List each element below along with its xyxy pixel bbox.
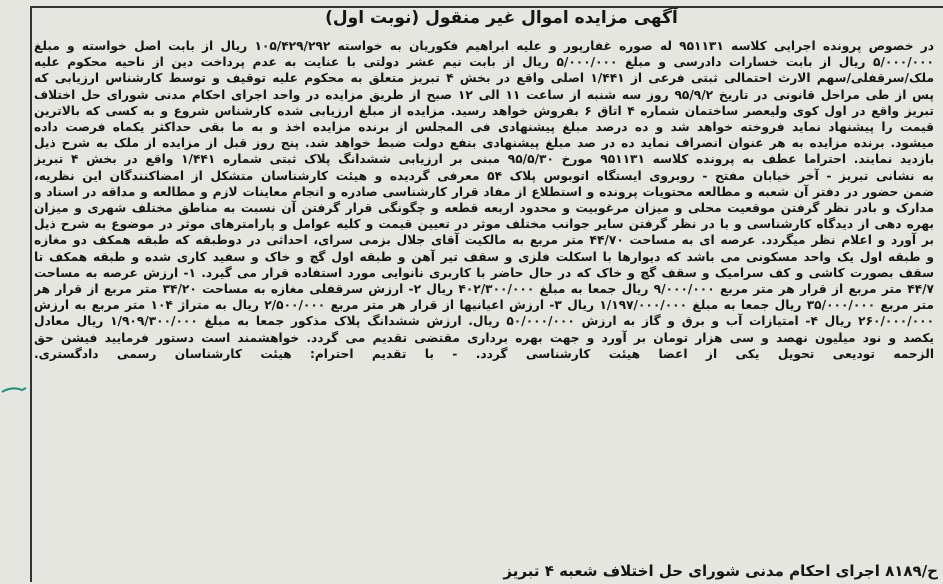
body-line: پس از طی مراحل قانونی در تاریخ ۹۵/۹/۲ روز سه شنبه از ساعت ۱۱ الی ۱۲ صبح از طریق مزایده در واحد اجرای احکام مدنی شورای حل اختلاف: [34, 87, 934, 102]
notice-title: آگهی مزایده اموال غیر منقول (نوبت اول): [325, 8, 678, 28]
notice-body: [34, 38, 934, 362]
body-line: ملک/سرقفلی/سهم الارث احتمالی ثبتی فرعی از ۱/۴۴۱ اصلی واقع در بخش ۴ تبریز متعلق به محکوم علیه توقیف و توسط کارشناس ارزیابی که: [34, 71, 934, 86]
body-line: الزحمه تودیعی تحویل یکی از اعضا هیئت کارشناسی گردد. - با تقدیم احترام: هیئت کارشناسان رسمی دادگستری.: [34, 346, 934, 361]
body-line: مدارک و بادر نظر گرفتن موقعیت محلی و میزان مرغوبیت و محدود اربعه قطعه و چگونگی قرار گرفتن آن نسبت به مناطق مختلف شهری و میزان: [34, 201, 934, 216]
body-line: ۴۴/۷ متر مربع از قرار هر متر مربع ۹/۰۰۰/۰۰۰ ریال جمعا به مبلغ ۴۰۲/۳۰۰/۰۰۰ ریال ۲- ارزش سرقفلی مغازه به مساحت ۳۴/۲۰ متر مربع از قرار هر: [34, 282, 934, 297]
body-line: قیمت را پیشنهاد نماید فروخته خواهد شد و ده درصد مبلغ پیشنهادی فی المجلس از برنده مزایده اخذ و به ما بقی حداکثر یکماه فرصت داده: [34, 120, 934, 135]
body-line: متر مربع ۳۵/۰۰۰/۰۰۰ ریال جمعا به مبلغ ۱/۱۹۷/۰۰۰/۰۰۰ ریال ۳- ارزش اعیانیها از قرار هر متر مربع ۲/۵۰۰/۰۰۰ ریال به متراژ ۱۰۴ متر مربع به ارزش: [34, 298, 934, 313]
body-line: بر آورد و اعلام نظر میگردد. عرصه ای به مساحت ۴۴/۷۰ متر مربع به مالکیت آقای جلال بزمی سرای، احداثی در دوطبقه که طبقه همکف دو مغازه: [34, 233, 934, 248]
body-line: ضمن حضور در دفتر آن شعبه و مطالعه محتویات پرونده و استطلاع از مفاد قرار کارشناسی صادره و انجام معاینات لازم و مطالعه و مداقه در اسناد و: [34, 184, 934, 199]
body-line: سقف بصورت کاشی و کف سرامیک و سقف گچ و خاک که در حال حاضر با کاربری نانوایی مورد استفاده قرار می گیرد. ۱- ارزش عرصه به مساحت: [34, 265, 934, 280]
body-line: یکصد و نود میلیون نهصد و سی هزار تومان بر آورد و جهت بهره برداری مقتضی تقدیم می گردد. خواهشمند است دستور فرمایید فیشن حق: [34, 330, 934, 345]
body-line: در خصوص پرونده اجرایی کلاسه ۹۵۱۱۳۱ له صوره غفارپور و علیه ابراهیم فکوریان به خواسته ۱۰۵/۴۲۹/۲۹۲ ریال از بابت اصل خواسته و مبلغ: [34, 39, 934, 53]
body-line: به نشانی تبریز - آخر خیابان مفتح - روبروی ایستگاه اتوبوس پلاک ۵۴ معرفی گردیده و هیئت کارشناسان متشکل از امضاکنندگان این نظریه،: [34, 168, 934, 183]
body-line: میشود. برنده مزایده به هر عنوان انصراف نماید ده در صد مبلغ پیشنهادی بنفع دولت ضبط خواهد شد. پنج روز قبل از مزایده از ملک به شرح ذیل: [34, 136, 934, 151]
body-line: بهره دهی از دیدگاه کارشناسی و با در نظر گرفتن سایر جوانب مختلف موثر در تعیین قیمت و کلیه عوامل و پارامترهای موثر در موضوع به شرح ذیل: [34, 217, 934, 232]
notice-footer: ح/۸۱۸۹ اجرای احکام مدنی شورای حل اختلاف شعبه ۴ تبریز: [503, 562, 938, 580]
body-line: ۵/۰۰۰/۰۰۰ ریال از بابت خسارات دادرسی و مبلغ ۵/۰۰۰/۰۰۰ ریال از بابت نیم عشر دولتی با عنایت به عدم پرداخت دین از ناحیه محکوم علیه: [34, 55, 934, 70]
body-line: و طبقه اول یک واحد مسکونی می باشد که دیوارها با اسکلت فلزی و سقف تیر آهن و طبقه اول گچ و خاک و سفید کاری شده و طبقه همکف تا: [34, 249, 934, 264]
body-line: تبریز واقع در اول کوی ولیعصر ساختمان شماره ۴ اتاق ۶ بفروش خواهد رسید. مزایده از مبلغ ارزیابی شده کارشناس شروع و به کسی که بالاترین: [34, 103, 934, 118]
body-line: ۲۶۰/۰۰۰/۰۰۰ ریال ۴- امتیازات آب و برق و گاز به ارزش ۵۰/۰۰۰/۰۰۰ ریال. ارزش ششدانگ پلاک مذکور جمعا به مبلغ ۱/۹۰۹/۳۰۰/۰۰۰ ریال معادل: [34, 314, 934, 329]
body-line: بازدید نمایند. احتراما عطف به پرونده کلاسه ۹۵۱۱۳۱ مورخ ۹۵/۵/۳۰ مبنی بر ارزیابی ششدانگ پلاک ثبتی شماره ۱/۴۴۱ واقع در بخش ۴ تبریز: [34, 152, 934, 167]
